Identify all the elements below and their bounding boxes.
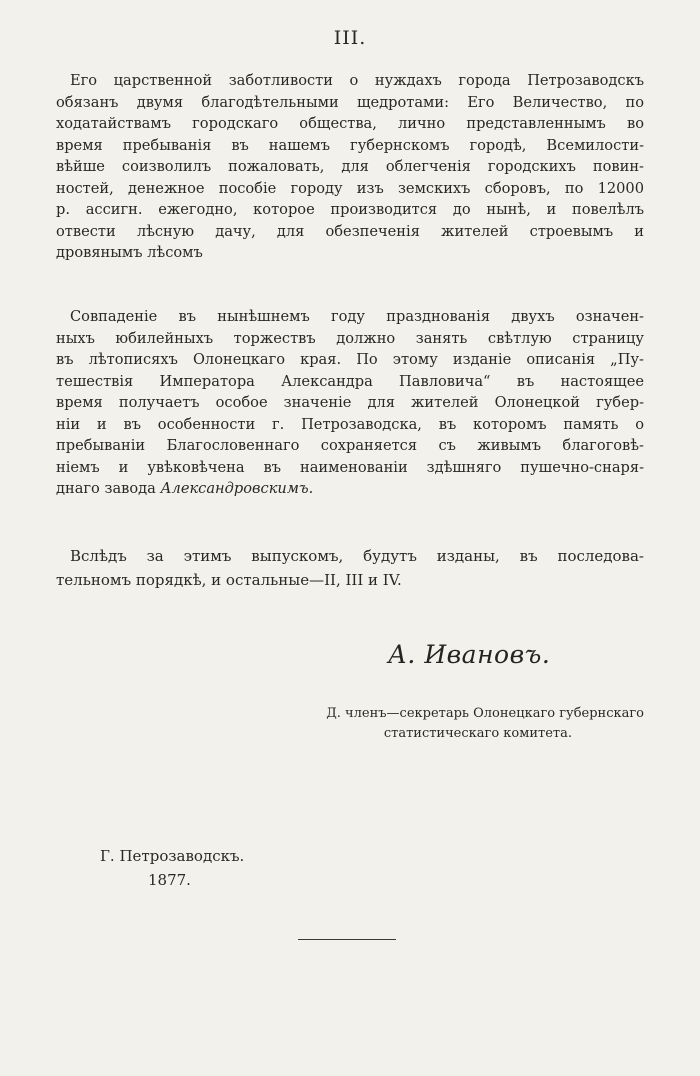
text-line: ходатайствамъ городскаго общества, лично представленнымъ во	[56, 115, 644, 132]
text-line: время пребыванія въ нашемъ губернскомъ городѣ, Всемилости-	[56, 136, 644, 154]
place-and-date	[100, 844, 244, 892]
text-line: Совпаденіе въ нынѣшнемъ году празднованія двухъ означен-	[70, 308, 644, 325]
text-line: ныхъ юбилейныхъ торжествъ должно занять свѣтлую страницу	[56, 329, 644, 347]
text-line: ніи и въ особенности г. Петрозаводска, въ которомъ память о	[56, 415, 644, 433]
author-signature: А. Ивановъ.	[388, 640, 551, 669]
text-line: тельномъ порядкѣ, и остальные—II, III и IV.	[56, 571, 402, 589]
closing-rule	[298, 939, 396, 940]
place-city: Г. Петрозаводскъ.	[100, 847, 245, 865]
paragraph-2	[56, 306, 644, 500]
text-line: время получаетъ особое значеніе для жителей Олонецкой губер-	[56, 394, 644, 411]
text-line: обязанъ двумя благодѣтельными щедротами: Его Величество, по	[56, 93, 644, 111]
text-line: тешествія Императора Александра Павловича“ въ настоящее	[56, 372, 644, 390]
paragraph-3	[56, 544, 644, 592]
text-line: дровянымъ лѣсомъ	[56, 244, 203, 261]
signer-role-line-1: Д. членъ—секретарь Олонецкаго губернскаго	[326, 706, 644, 721]
text-line: отвести лѣсную дачу, для обезпеченія жителей строевымъ и	[56, 222, 644, 240]
text-line: вѣйше соизволилъ пожаловать, для облегченія городскихъ повин-	[56, 158, 644, 175]
text-line	[56, 478, 644, 500]
text-line: Вслѣдъ за этимъ выпускомъ, будутъ изданы, въ последова-	[70, 547, 644, 565]
emphasized-text: Александровскимъ.	[160, 480, 314, 497]
text-line: пребываніи Благословеннаго сохраняется съ живымъ благоговѣ-	[56, 437, 644, 454]
text-line: въ лѣтописяхъ Олонецкаго края. По этому изданіе описанія „Пу-	[56, 351, 644, 368]
text-line: р. ассигн. ежегодно, которое производится до нынѣ, и повелѣлъ	[56, 201, 644, 218]
text-fragment: днаго завода	[56, 480, 161, 497]
text-line: ніемъ и увѣковѣчена въ наименованіи здѣшняго пушечно-снаря-	[56, 458, 644, 476]
signer-role-line-2: статистическаго комитета.	[383, 726, 572, 741]
place-year: 1877.	[148, 871, 191, 889]
text-line: ностей, денежное пособіе городу изъ земскихъ сборовъ, по 12000	[56, 179, 644, 197]
signer-role	[0, 704, 644, 744]
text-line: Его царственной заботливости о нуждахъ города Петрозаводскъ	[70, 72, 644, 89]
page-number: III.	[333, 27, 367, 49]
paragraph-1	[56, 70, 644, 264]
